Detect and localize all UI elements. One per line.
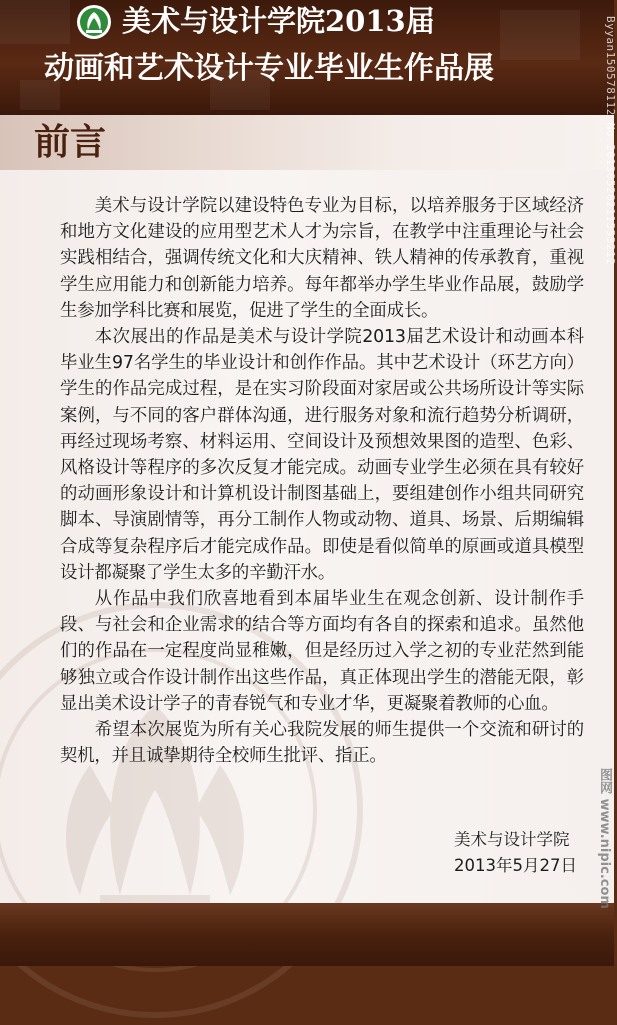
content-panel [0,115,614,903]
paragraph: 美术与设计学院以建设特色专业为目标，以培养服务于区域经济和地方文化建设的应用型艺术人才为宗旨，在教学中注重理论与社会实践相结合，强调传统文化和大庆精神、铁人精神的传承教育，重视学生应用能力和创新能力培养。每年都举办学生毕业作品展，鼓励学生参加学科比赛和展览，促进了学生的全面成长。 [60,196,584,321]
header-pattern-square [0,0,70,44]
title-line-2: 动画和艺术设计专业毕业生作品展 [44,51,494,86]
signature-org: 美术与设计学院 [454,830,570,849]
section-heading: 前言 [34,121,107,163]
signature-date: 2013年5月27日 [454,856,577,875]
paragraph: 本次展出的作品是美术与设计学院2013届艺术设计和动画本科毕业生97名学生的毕业设计和创作作品。其中艺术设计（环艺方向）学生的作品完成过程，是在实习阶段面对家居或公共场所设计等实际案例，与不同的客户群体沟通，进行服务对象和流行趋势分析调研，再经过现场考察、材料运用、空间设计及预想效果图的造型、色彩、风格设计等程序的多次反复才能完成。动画专业学生必须在具有较好的动画形象设计和计算机设计制图基础上，要组建创作小组共同研究脚本、导演剧情等，再分工制作人物或动物、道具、场景、后期编辑合成等复杂程序后才能完成作品。即使是看似简单的原画或道具模型设计都凝聚了学生太多的辛勤汗水。 [60,327,584,583]
school-emblem-icon [76,4,112,40]
watermark-id-text: Byyan150578112 No.20130528211553212 [604,16,617,266]
header-pattern-square [500,10,580,60]
preface-body [60,193,584,769]
signature-block [454,827,577,879]
title-line-1: 美术与设计学院2013届 [122,4,435,38]
footer-band [0,903,614,966]
watermark-site-text: 图网 www.nipic.com [597,768,612,909]
header-banner [0,0,614,115]
paragraph: 从作品中我们欣喜地看到本届毕业生在观念创新、设计制作手段、与社会和企业需求的结合等方面均有各自的探索和追求。虽然他们的作品在一定程度尚显稚嫩，但是经历过入学之初的专业茫然到能够独立或合作设计制作出这些作品，真正体现出学生的潜能无限，彰显出美术设计学子的青春锐气和专业才华，更凝聚着教师的心血。 [60,589,584,714]
paragraph: 希望本次展览为所有关心我院发展的师生提供一个交流和研讨的契机，并且诚挚期待全校师生批评、指正。 [60,720,584,767]
